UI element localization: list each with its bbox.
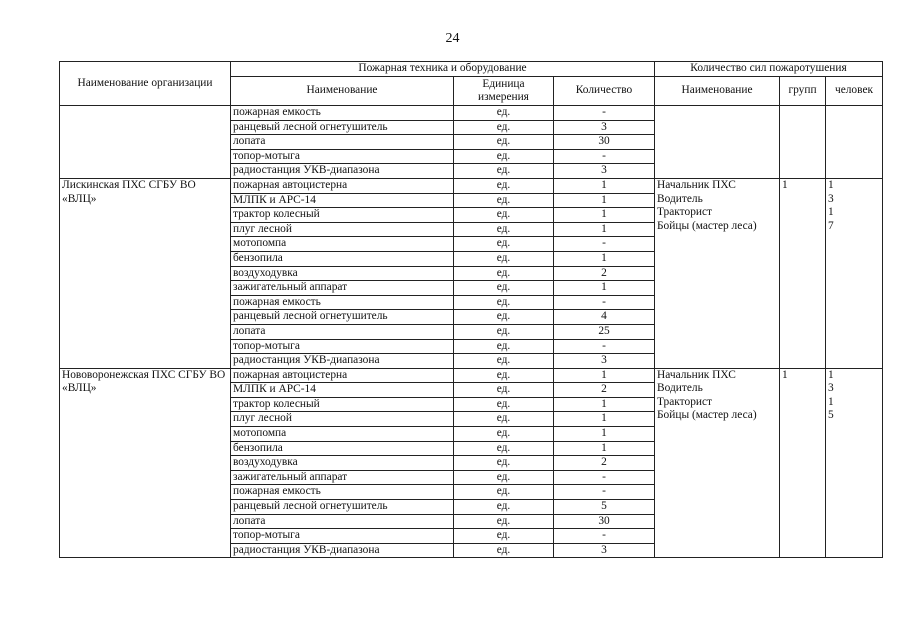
equipment-name: МЛПК и АРС-14: [231, 383, 454, 398]
fire-resources-table: [59, 61, 883, 558]
quantity: -: [554, 470, 655, 485]
equipment-name: лопата: [231, 324, 454, 339]
groups-count: 1: [780, 368, 826, 558]
unit-of-measure: ед.: [454, 324, 554, 339]
equipment-name: пожарная емкость: [231, 106, 454, 121]
people-count: 1 3 1 7: [826, 178, 883, 368]
equipment-name: пожарная автоцистерна: [231, 368, 454, 383]
equipment-name: мотопомпа: [231, 427, 454, 442]
unit-of-measure: ед.: [454, 135, 554, 150]
header-groups: групп: [780, 77, 826, 106]
table-row: [60, 368, 883, 383]
equipment-name: радиостанция УКВ-диапазона: [231, 354, 454, 369]
unit-of-measure: ед.: [454, 164, 554, 179]
equipment-name: радиостанция УКВ-диапазона: [231, 164, 454, 179]
equipment-name: зажигательный аппарат: [231, 470, 454, 485]
unit-of-measure: ед.: [454, 397, 554, 412]
quantity: 3: [554, 120, 655, 135]
header-people: человек: [826, 77, 883, 106]
equipment-name: плуг лесной: [231, 222, 454, 237]
organization-name: Лискинская ПХС СГБУ ВО «ВЛЦ»: [60, 178, 231, 368]
quantity: 1: [554, 193, 655, 208]
equipment-name: топор-мотыга: [231, 149, 454, 164]
unit-of-measure: ед.: [454, 310, 554, 325]
forces-name: [655, 106, 780, 179]
equipment-name: МЛПК и АРС-14: [231, 193, 454, 208]
unit-of-measure: ед.: [454, 208, 554, 223]
table-row: [60, 178, 883, 193]
header-forces-group: Количество сил пожаротушения: [655, 62, 883, 77]
quantity: -: [554, 485, 655, 500]
unit-of-measure: ед.: [454, 339, 554, 354]
equipment-name: мотопомпа: [231, 237, 454, 252]
unit-of-measure: ед.: [454, 543, 554, 558]
equipment-name: лопата: [231, 135, 454, 150]
quantity: 1: [554, 441, 655, 456]
unit-of-measure: ед.: [454, 295, 554, 310]
header-equipment-name: Наименование: [231, 77, 454, 106]
unit-of-measure: ед.: [454, 383, 554, 398]
header-equipment-group: Пожарная техника и оборудование: [231, 62, 655, 77]
equipment-name: ранцевый лесной огнетушитель: [231, 500, 454, 515]
table-body: [60, 106, 883, 558]
quantity: 1: [554, 208, 655, 223]
equipment-name: пожарная емкость: [231, 295, 454, 310]
header-unit: Единица измерения: [454, 77, 554, 106]
quantity: 1: [554, 397, 655, 412]
quantity: 2: [554, 383, 655, 398]
unit-of-measure: ед.: [454, 354, 554, 369]
quantity: 1: [554, 412, 655, 427]
equipment-name: ранцевый лесной огнетушитель: [231, 310, 454, 325]
forces-name: Начальник ПХС Водитель Тракторист Бойцы (мастер леса): [655, 178, 780, 368]
unit-of-measure: ед.: [454, 529, 554, 544]
unit-of-measure: ед.: [454, 149, 554, 164]
unit-of-measure: ед.: [454, 441, 554, 456]
header-org-name: Наименование организации: [60, 62, 231, 106]
quantity: 1: [554, 178, 655, 193]
quantity: 3: [554, 354, 655, 369]
equipment-name: ранцевый лесной огнетушитель: [231, 120, 454, 135]
quantity: 30: [554, 514, 655, 529]
unit-of-measure: ед.: [454, 281, 554, 296]
unit-of-measure: ед.: [454, 193, 554, 208]
unit-of-measure: ед.: [454, 427, 554, 442]
quantity: -: [554, 149, 655, 164]
header-forces-name: Наименование: [655, 77, 780, 106]
quantity: 2: [554, 456, 655, 471]
unit-of-measure: ед.: [454, 237, 554, 252]
equipment-name: плуг лесной: [231, 412, 454, 427]
equipment-name: зажигательный аппарат: [231, 281, 454, 296]
equipment-name: бензопила: [231, 251, 454, 266]
unit-of-measure: ед.: [454, 514, 554, 529]
header-quantity: Количество: [554, 77, 655, 106]
quantity: 25: [554, 324, 655, 339]
quantity: 1: [554, 222, 655, 237]
page-number: 24: [445, 31, 460, 46]
equipment-name: топор-мотыга: [231, 339, 454, 354]
quantity: 1: [554, 281, 655, 296]
forces-name: Начальник ПХС Водитель Тракторист Бойцы (мастер леса): [655, 368, 780, 558]
equipment-name: трактор колесный: [231, 397, 454, 412]
quantity: 1: [554, 251, 655, 266]
equipment-name: бензопила: [231, 441, 454, 456]
table-row: [60, 106, 883, 121]
quantity: 2: [554, 266, 655, 281]
equipment-name: пожарная автоцистерна: [231, 178, 454, 193]
people-count: 1 3 1 5: [826, 368, 883, 558]
unit-of-measure: ед.: [454, 485, 554, 500]
quantity: -: [554, 339, 655, 354]
equipment-name: лопата: [231, 514, 454, 529]
organization-name: Нововоронежская ПХС СГБУ ВО «ВЛЦ»: [60, 368, 231, 558]
equipment-name: воздуходувка: [231, 266, 454, 281]
organization-name: [60, 106, 231, 179]
quantity: 1: [554, 368, 655, 383]
quantity: 30: [554, 135, 655, 150]
unit-of-measure: ед.: [454, 178, 554, 193]
people-count: [826, 106, 883, 179]
quantity: 4: [554, 310, 655, 325]
quantity: 5: [554, 500, 655, 515]
unit-of-measure: ед.: [454, 368, 554, 383]
quantity: 3: [554, 164, 655, 179]
unit-of-measure: ед.: [454, 266, 554, 281]
equipment-name: воздуходувка: [231, 456, 454, 471]
equipment-name: трактор колесный: [231, 208, 454, 223]
quantity: -: [554, 295, 655, 310]
groups-count: 1: [780, 178, 826, 368]
unit-of-measure: ед.: [454, 106, 554, 121]
unit-of-measure: ед.: [454, 222, 554, 237]
equipment-name: топор-мотыга: [231, 529, 454, 544]
unit-of-measure: ед.: [454, 470, 554, 485]
quantity: -: [554, 237, 655, 252]
unit-of-measure: ед.: [454, 500, 554, 515]
quantity: -: [554, 106, 655, 121]
unit-of-measure: ед.: [454, 120, 554, 135]
unit-of-measure: ед.: [454, 412, 554, 427]
groups-count: [780, 106, 826, 179]
quantity: 3: [554, 543, 655, 558]
equipment-name: пожарная емкость: [231, 485, 454, 500]
unit-of-measure: ед.: [454, 456, 554, 471]
quantity: -: [554, 529, 655, 544]
quantity: 1: [554, 427, 655, 442]
unit-of-measure: ед.: [454, 251, 554, 266]
equipment-name: радиостанция УКВ-диапазона: [231, 543, 454, 558]
